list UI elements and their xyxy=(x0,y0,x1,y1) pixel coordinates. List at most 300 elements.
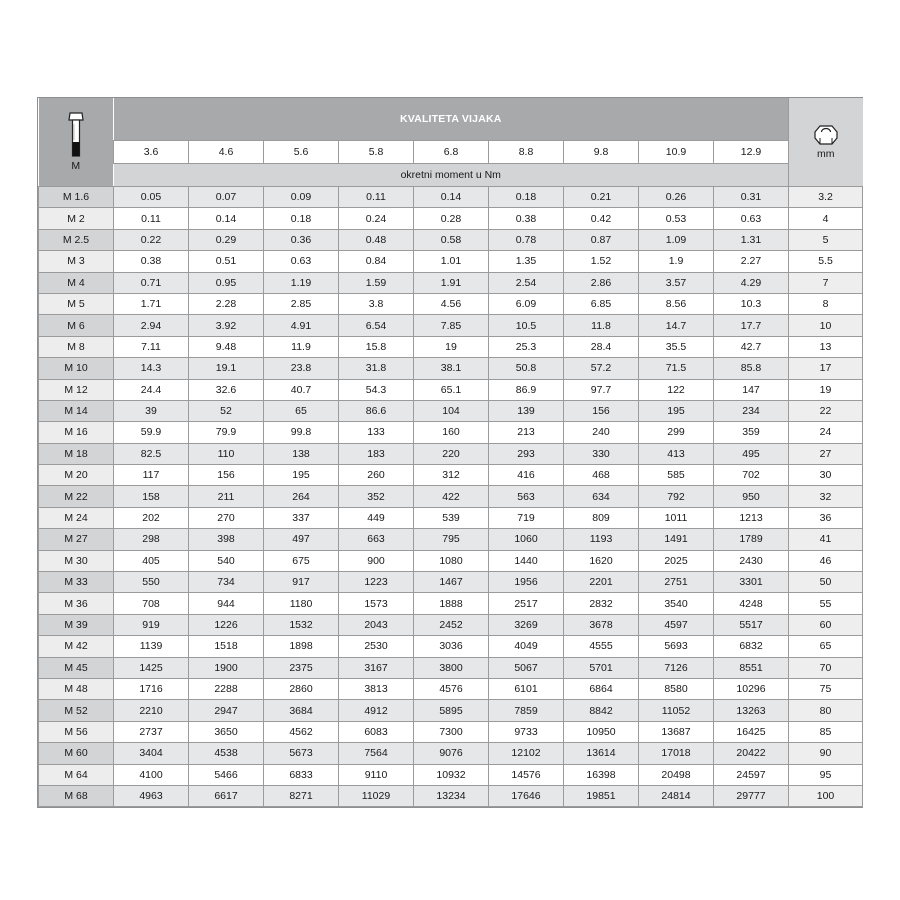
bolt-size-cell: M 12 xyxy=(39,379,114,400)
torque-value-cell: 20422 xyxy=(714,743,789,764)
bolt-size-cell: M 39 xyxy=(39,614,114,635)
torque-value-cell: 3650 xyxy=(189,721,264,742)
torque-value-cell: 7300 xyxy=(414,721,489,742)
torque-value-cell: 23.8 xyxy=(264,358,339,379)
torque-value-cell: 2430 xyxy=(714,550,789,571)
grade-header-6-8: 6.8 xyxy=(414,141,489,164)
torque-value-cell: 9076 xyxy=(414,743,489,764)
hex-nut-icon xyxy=(814,124,838,146)
torque-value-cell: 1.52 xyxy=(564,251,639,272)
torque-value-cell: 54.3 xyxy=(339,379,414,400)
torque-value-cell: 3269 xyxy=(489,614,564,635)
torque-value-cell: 25.3 xyxy=(489,336,564,357)
torque-value-cell: 1.31 xyxy=(714,229,789,250)
torque-value-cell: 4248 xyxy=(714,593,789,614)
torque-value-cell: 0.51 xyxy=(189,251,264,272)
torque-value-cell: 158 xyxy=(114,486,189,507)
torque-value-cell: 293 xyxy=(489,443,564,464)
bolt-size-cell: M 16 xyxy=(39,422,114,443)
table-row xyxy=(39,636,863,657)
wrench-size-cell: 85 xyxy=(789,721,863,742)
torque-value-cell: 3.57 xyxy=(639,272,714,293)
bolt-size-cell: M 24 xyxy=(39,507,114,528)
torque-value-cell: 122 xyxy=(639,379,714,400)
torque-value-cell: 299 xyxy=(639,422,714,443)
torque-value-cell: 35.5 xyxy=(639,336,714,357)
torque-value-cell: 147 xyxy=(714,379,789,400)
torque-value-cell: 540 xyxy=(189,550,264,571)
table-row xyxy=(39,358,863,379)
table-row xyxy=(39,785,863,806)
table-row xyxy=(39,272,863,293)
torque-value-cell: 3036 xyxy=(414,636,489,657)
torque-value-cell: 1193 xyxy=(564,529,639,550)
wrench-size-cell: 30 xyxy=(789,465,863,486)
torque-value-cell: 86.9 xyxy=(489,379,564,400)
table-row xyxy=(39,486,863,507)
torque-value-cell: 663 xyxy=(339,529,414,550)
torque-value-cell: 1213 xyxy=(714,507,789,528)
torque-value-cell: 86.6 xyxy=(339,400,414,421)
grade-header-3-6: 3.6 xyxy=(114,141,189,164)
size-column-label: M xyxy=(71,160,81,172)
wrench-size-cell: 80 xyxy=(789,700,863,721)
torque-value-cell: 734 xyxy=(189,572,264,593)
torque-value-cell: 10950 xyxy=(564,721,639,742)
torque-value-cell: 900 xyxy=(339,550,414,571)
torque-value-cell: 5895 xyxy=(414,700,489,721)
torque-value-cell: 1011 xyxy=(639,507,714,528)
torque-value-cell: 950 xyxy=(714,486,789,507)
torque-value-cell: 11029 xyxy=(339,785,414,806)
torque-value-cell: 6.54 xyxy=(339,315,414,336)
wrench-size-cell: 55 xyxy=(789,593,863,614)
torque-value-cell: 3.8 xyxy=(339,293,414,314)
torque-value-cell: 449 xyxy=(339,507,414,528)
torque-value-cell: 1.09 xyxy=(639,229,714,250)
wrench-size-cell: 19 xyxy=(789,379,863,400)
torque-value-cell: 2043 xyxy=(339,614,414,635)
torque-value-cell: 42.7 xyxy=(714,336,789,357)
torque-value-cell: 19.1 xyxy=(189,358,264,379)
torque-value-cell: 11.8 xyxy=(564,315,639,336)
grade-title: KVALITETA VIJAKA xyxy=(114,98,789,141)
torque-value-cell: 330 xyxy=(564,443,639,464)
torque-value-cell: 0.38 xyxy=(114,251,189,272)
torque-value-cell: 195 xyxy=(264,465,339,486)
wrench-size-cell: 17 xyxy=(789,358,863,379)
torque-value-cell: 19 xyxy=(414,336,489,357)
torque-value-cell: 1491 xyxy=(639,529,714,550)
torque-value-cell: 0.78 xyxy=(489,229,564,250)
table-row xyxy=(39,614,863,635)
torque-value-cell: 139 xyxy=(489,400,564,421)
torque-value-cell: 0.36 xyxy=(264,229,339,250)
torque-value-cell: 8551 xyxy=(714,657,789,678)
torque-value-cell: 0.29 xyxy=(189,229,264,250)
torque-value-cell: 24814 xyxy=(639,785,714,806)
table-row xyxy=(39,315,863,336)
torque-value-cell: 1532 xyxy=(264,614,339,635)
grade-row xyxy=(39,141,863,164)
torque-value-cell: 312 xyxy=(414,465,489,486)
wrench-size-cell: 8 xyxy=(789,293,863,314)
torque-value-cell: 20498 xyxy=(639,764,714,785)
torque-value-cell: 1467 xyxy=(414,572,489,593)
wrench-size-cell: 70 xyxy=(789,657,863,678)
torque-value-cell: 1898 xyxy=(264,636,339,657)
torque-value-cell: 220 xyxy=(414,443,489,464)
torque-value-cell: 57.2 xyxy=(564,358,639,379)
torque-value-cell: 413 xyxy=(639,443,714,464)
wrench-size-cell: 27 xyxy=(789,443,863,464)
torque-value-cell: 6.85 xyxy=(564,293,639,314)
torque-value-cell: 16398 xyxy=(564,764,639,785)
bolt-size-cell: M 56 xyxy=(39,721,114,742)
torque-value-cell: 0.11 xyxy=(339,187,414,208)
torque-value-cell: 38.1 xyxy=(414,358,489,379)
bolt-size-cell: M 52 xyxy=(39,700,114,721)
torque-value-cell: 211 xyxy=(189,486,264,507)
torque-value-cell: 10296 xyxy=(714,678,789,699)
torque-table-container xyxy=(37,97,863,808)
table-row xyxy=(39,208,863,229)
torque-value-cell: 2025 xyxy=(639,550,714,571)
torque-value-cell: 405 xyxy=(114,550,189,571)
torque-value-cell: 6832 xyxy=(714,636,789,657)
bolt-size-cell: M 4 xyxy=(39,272,114,293)
torque-value-cell: 24.4 xyxy=(114,379,189,400)
grade-header-8-8: 8.8 xyxy=(489,141,564,164)
torque-value-cell: 0.22 xyxy=(114,229,189,250)
torque-value-cell: 59.9 xyxy=(114,422,189,443)
torque-value-cell: 82.5 xyxy=(114,443,189,464)
bolt-icon xyxy=(67,109,85,159)
bolt-size-cell: M 14 xyxy=(39,400,114,421)
torque-value-cell: 0.07 xyxy=(189,187,264,208)
wrench-size-cell: 65 xyxy=(789,636,863,657)
torque-value-cell: 9733 xyxy=(489,721,564,742)
torque-value-cell: 2210 xyxy=(114,700,189,721)
grade-header-4-6: 4.6 xyxy=(189,141,264,164)
torque-value-cell: 10.3 xyxy=(714,293,789,314)
torque-value-cell: 3684 xyxy=(264,700,339,721)
torque-value-cell: 1789 xyxy=(714,529,789,550)
torque-value-cell: 5701 xyxy=(564,657,639,678)
torque-value-cell: 195 xyxy=(639,400,714,421)
wrench-size-cell: 50 xyxy=(789,572,863,593)
table-row xyxy=(39,293,863,314)
table-row xyxy=(39,657,863,678)
torque-value-cell: 2751 xyxy=(639,572,714,593)
torque-value-cell: 0.42 xyxy=(564,208,639,229)
bolt-size-cell: M 68 xyxy=(39,785,114,806)
table-row xyxy=(39,550,863,571)
torque-value-cell: 422 xyxy=(414,486,489,507)
wrench-size-cell: 46 xyxy=(789,550,863,571)
torque-value-cell: 2.54 xyxy=(489,272,564,293)
torque-value-cell: 497 xyxy=(264,529,339,550)
torque-value-cell: 495 xyxy=(714,443,789,464)
torque-value-cell: 468 xyxy=(564,465,639,486)
torque-value-cell: 0.21 xyxy=(564,187,639,208)
torque-value-cell: 0.11 xyxy=(114,208,189,229)
wrench-size-cell: 3.2 xyxy=(789,187,863,208)
wrench-size-cell: 36 xyxy=(789,507,863,528)
torque-value-cell: 1440 xyxy=(489,550,564,571)
torque-value-cell: 0.14 xyxy=(414,187,489,208)
bolt-size-cell: M 20 xyxy=(39,465,114,486)
torque-value-cell: 634 xyxy=(564,486,639,507)
torque-value-cell: 28.4 xyxy=(564,336,639,357)
torque-value-cell: 156 xyxy=(189,465,264,486)
torque-value-cell: 2201 xyxy=(564,572,639,593)
table-row xyxy=(39,465,863,486)
torque-value-cell: 5067 xyxy=(489,657,564,678)
torque-value-cell: 2.28 xyxy=(189,293,264,314)
bolt-size-cell: M 60 xyxy=(39,743,114,764)
bolt-size-cell: M 2.5 xyxy=(39,229,114,250)
torque-rows xyxy=(39,187,863,807)
torque-value-cell: 539 xyxy=(414,507,489,528)
torque-value-cell: 3301 xyxy=(714,572,789,593)
bolt-size-cell: M 18 xyxy=(39,443,114,464)
wrench-size-cell: 7 xyxy=(789,272,863,293)
table-row xyxy=(39,379,863,400)
torque-value-cell: 0.14 xyxy=(189,208,264,229)
torque-value-cell: 14.3 xyxy=(114,358,189,379)
torque-value-cell: 1180 xyxy=(264,593,339,614)
torque-value-cell: 14.7 xyxy=(639,315,714,336)
torque-value-cell: 1.71 xyxy=(114,293,189,314)
torque-value-cell: 5693 xyxy=(639,636,714,657)
torque-value-cell: 1223 xyxy=(339,572,414,593)
torque-value-cell: 2.94 xyxy=(114,315,189,336)
table-row xyxy=(39,764,863,785)
table-row xyxy=(39,678,863,699)
bolt-size-cell: M 30 xyxy=(39,550,114,571)
torque-value-cell: 1573 xyxy=(339,593,414,614)
torque-value-cell: 0.48 xyxy=(339,229,414,250)
torque-value-cell: 2947 xyxy=(189,700,264,721)
bolt-size-cell: M 22 xyxy=(39,486,114,507)
torque-value-cell: 0.87 xyxy=(564,229,639,250)
bolt-header-cell xyxy=(39,98,114,187)
wrench-size-cell: 95 xyxy=(789,764,863,785)
torque-value-cell: 359 xyxy=(714,422,789,443)
torque-value-cell: 2832 xyxy=(564,593,639,614)
table-row xyxy=(39,593,863,614)
wrench-size-cell: 41 xyxy=(789,529,863,550)
torque-value-cell: 104 xyxy=(414,400,489,421)
table-row xyxy=(39,721,863,742)
torque-value-cell: 0.95 xyxy=(189,272,264,293)
torque-value-cell: 3167 xyxy=(339,657,414,678)
torque-value-cell: 7859 xyxy=(489,700,564,721)
table-row xyxy=(39,422,863,443)
torque-value-cell: 3.92 xyxy=(189,315,264,336)
torque-value-cell: 31.8 xyxy=(339,358,414,379)
bolt-size-cell: M 33 xyxy=(39,572,114,593)
torque-value-cell: 708 xyxy=(114,593,189,614)
table-row xyxy=(39,400,863,421)
wrench-size-cell: 5 xyxy=(789,229,863,250)
torque-value-cell: 32.6 xyxy=(189,379,264,400)
torque-value-cell: 2452 xyxy=(414,614,489,635)
torque-value-cell: 416 xyxy=(489,465,564,486)
torque-value-cell: 4576 xyxy=(414,678,489,699)
torque-value-cell: 13687 xyxy=(639,721,714,742)
bolt-size-cell: M 3 xyxy=(39,251,114,272)
torque-value-cell: 13234 xyxy=(414,785,489,806)
table-row xyxy=(39,251,863,272)
torque-value-cell: 183 xyxy=(339,443,414,464)
torque-value-cell: 0.26 xyxy=(639,187,714,208)
torque-value-cell: 0.63 xyxy=(714,208,789,229)
torque-value-cell: 4912 xyxy=(339,700,414,721)
torque-value-cell: 10.5 xyxy=(489,315,564,336)
torque-value-cell: 8580 xyxy=(639,678,714,699)
torque-value-cell: 2.85 xyxy=(264,293,339,314)
torque-value-cell: 0.05 xyxy=(114,187,189,208)
table-row xyxy=(39,743,863,764)
torque-value-cell: 4100 xyxy=(114,764,189,785)
torque-value-cell: 0.09 xyxy=(264,187,339,208)
torque-value-cell: 792 xyxy=(639,486,714,507)
torque-value-cell: 2375 xyxy=(264,657,339,678)
wrench-size-cell: 22 xyxy=(789,400,863,421)
torque-value-cell: 14576 xyxy=(489,764,564,785)
torque-value-cell: 0.63 xyxy=(264,251,339,272)
table-row xyxy=(39,336,863,357)
bolt-size-cell: M 2 xyxy=(39,208,114,229)
torque-value-cell: 1.01 xyxy=(414,251,489,272)
torque-value-cell: 3540 xyxy=(639,593,714,614)
torque-value-cell: 0.84 xyxy=(339,251,414,272)
torque-value-cell: 85.8 xyxy=(714,358,789,379)
torque-value-cell: 1139 xyxy=(114,636,189,657)
torque-value-cell: 2.27 xyxy=(714,251,789,272)
bolt-size-cell: M 42 xyxy=(39,636,114,657)
torque-value-cell: 6864 xyxy=(564,678,639,699)
torque-value-cell: 15.8 xyxy=(339,336,414,357)
torque-value-cell: 7564 xyxy=(339,743,414,764)
torque-value-cell: 563 xyxy=(489,486,564,507)
torque-value-cell: 4049 xyxy=(489,636,564,657)
torque-value-cell: 9110 xyxy=(339,764,414,785)
torque-value-cell: 809 xyxy=(564,507,639,528)
torque-value-cell: 1.91 xyxy=(414,272,489,293)
table-row xyxy=(39,572,863,593)
wrench-size-cell: 75 xyxy=(789,678,863,699)
torque-value-cell: 156 xyxy=(564,400,639,421)
torque-value-cell: 5466 xyxy=(189,764,264,785)
torque-value-cell: 550 xyxy=(114,572,189,593)
torque-value-cell: 917 xyxy=(264,572,339,593)
torque-value-cell: 7.11 xyxy=(114,336,189,357)
table-row xyxy=(39,443,863,464)
torque-value-cell: 2737 xyxy=(114,721,189,742)
torque-value-cell: 8842 xyxy=(564,700,639,721)
torque-value-cell: 160 xyxy=(414,422,489,443)
wrench-size-cell: 13 xyxy=(789,336,863,357)
torque-value-cell: 65 xyxy=(264,400,339,421)
torque-value-cell: 3800 xyxy=(414,657,489,678)
torque-value-cell: 264 xyxy=(264,486,339,507)
torque-value-cell: 65.1 xyxy=(414,379,489,400)
torque-value-cell: 71.5 xyxy=(639,358,714,379)
torque-value-cell: 9.48 xyxy=(189,336,264,357)
table-row xyxy=(39,229,863,250)
torque-value-cell: 39 xyxy=(114,400,189,421)
torque-value-cell: 24597 xyxy=(714,764,789,785)
wrench-size-cell: 24 xyxy=(789,422,863,443)
wrench-size-cell: 4 xyxy=(789,208,863,229)
wrench-size-label: mm xyxy=(817,148,835,160)
torque-value-cell: 6.09 xyxy=(489,293,564,314)
torque-value-cell: 675 xyxy=(264,550,339,571)
torque-value-cell: 337 xyxy=(264,507,339,528)
torque-value-cell: 6083 xyxy=(339,721,414,742)
torque-value-cell: 6833 xyxy=(264,764,339,785)
bolt-size-cell: M 5 xyxy=(39,293,114,314)
torque-value-cell: 1.35 xyxy=(489,251,564,272)
bolt-size-cell: M 1.6 xyxy=(39,187,114,208)
bolt-size-cell: M 64 xyxy=(39,764,114,785)
wrench-size-cell: 10 xyxy=(789,315,863,336)
table-row xyxy=(39,187,863,208)
torque-value-cell: 1060 xyxy=(489,529,564,550)
torque-value-cell: 40.7 xyxy=(264,379,339,400)
torque-value-cell: 117 xyxy=(114,465,189,486)
torque-value-cell: 4597 xyxy=(639,614,714,635)
torque-value-cell: 7126 xyxy=(639,657,714,678)
torque-value-cell: 13263 xyxy=(714,700,789,721)
torque-value-cell: 240 xyxy=(564,422,639,443)
torque-value-cell: 5673 xyxy=(264,743,339,764)
torque-value-cell: 1.9 xyxy=(639,251,714,272)
torque-value-cell: 0.53 xyxy=(639,208,714,229)
torque-value-cell: 138 xyxy=(264,443,339,464)
wrench-size-cell: 60 xyxy=(789,614,863,635)
torque-value-cell: 270 xyxy=(189,507,264,528)
torque-value-cell: 0.18 xyxy=(489,187,564,208)
torque-value-cell: 11052 xyxy=(639,700,714,721)
torque-value-cell: 19851 xyxy=(564,785,639,806)
torque-value-cell: 4555 xyxy=(564,636,639,657)
torque-value-cell: 1900 xyxy=(189,657,264,678)
torque-unit-label: okretni moment u Nm xyxy=(114,164,789,187)
wrench-size-cell: 5.5 xyxy=(789,251,863,272)
torque-value-cell: 2530 xyxy=(339,636,414,657)
torque-value-cell: 702 xyxy=(714,465,789,486)
torque-value-cell: 4538 xyxy=(189,743,264,764)
grade-header-12-9: 12.9 xyxy=(714,141,789,164)
table-row xyxy=(39,700,863,721)
grade-header-5-8: 5.8 xyxy=(339,141,414,164)
bolt-size-cell: M 6 xyxy=(39,315,114,336)
torque-value-cell: 50.8 xyxy=(489,358,564,379)
torque-value-cell: 398 xyxy=(189,529,264,550)
torque-value-cell: 0.31 xyxy=(714,187,789,208)
torque-value-cell: 202 xyxy=(114,507,189,528)
wrench-size-cell: 32 xyxy=(789,486,863,507)
torque-value-cell: 0.71 xyxy=(114,272,189,293)
bolt-size-cell: M 10 xyxy=(39,358,114,379)
bolt-size-cell: M 8 xyxy=(39,336,114,357)
torque-value-cell: 8271 xyxy=(264,785,339,806)
torque-value-cell: 0.38 xyxy=(489,208,564,229)
